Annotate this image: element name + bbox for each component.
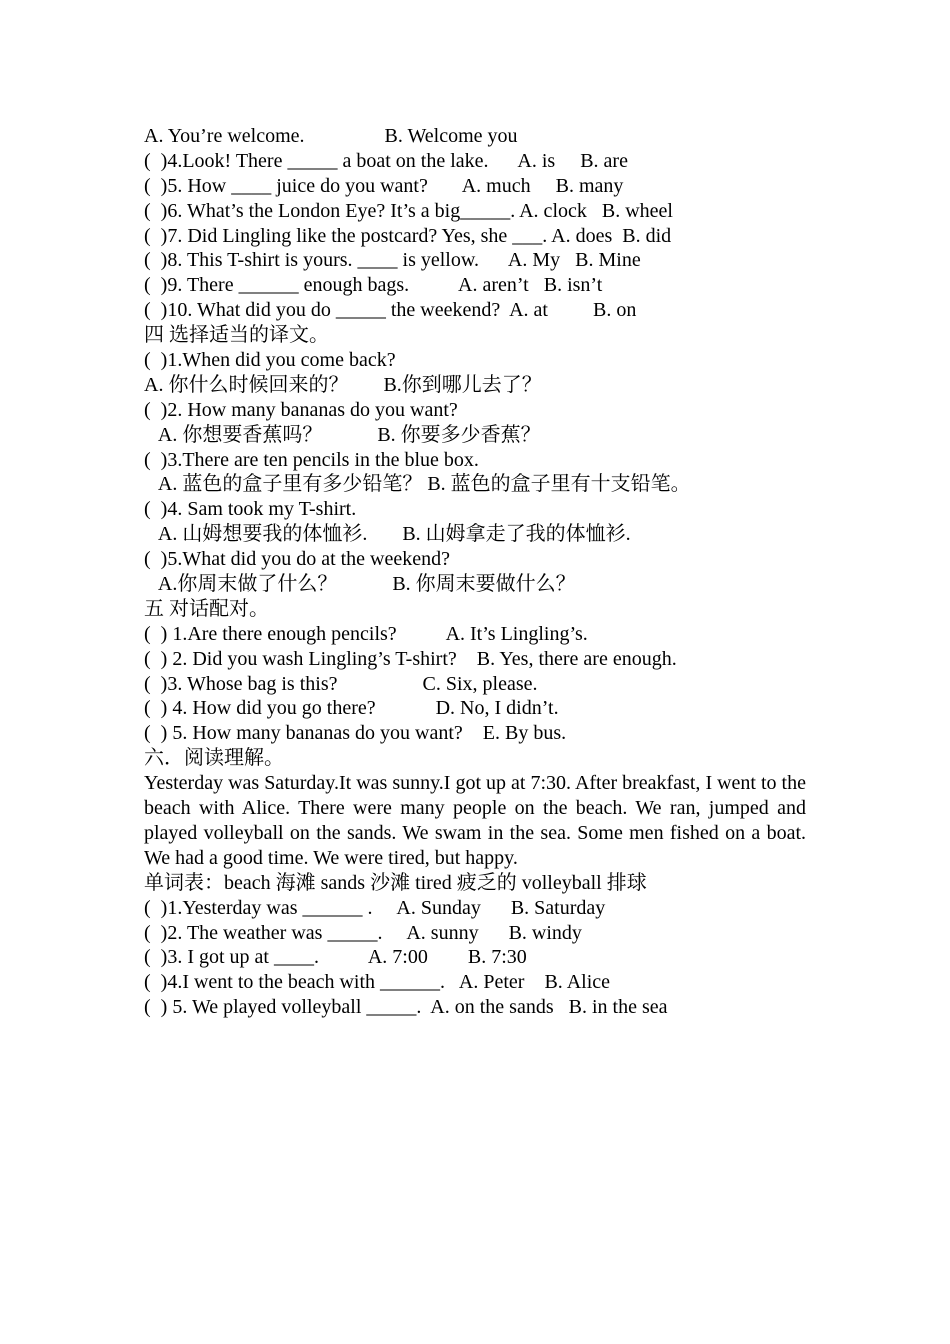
question-line: ( )2. How many bananas do you want? xyxy=(144,398,458,421)
option-line: A.你周末做了什么？ B. 你周末要做什么？ xyxy=(144,573,576,596)
match-line: ( ) 5. How many bananas do you want? E. By bus. xyxy=(144,722,567,745)
question-line: ( )5.What did you do at the weekend? xyxy=(144,548,451,571)
vocabulary-list: 单词表：beach 海滩 sands 沙滩 tired 疲乏的 volleyball 排球 xyxy=(144,871,647,894)
question-line: ( )3. I got up at ____. A. 7:00 B. 7:30 xyxy=(144,946,527,969)
section-heading: 五 对话配对。 xyxy=(144,597,269,620)
part4-section xyxy=(144,323,806,597)
question-line: ( )1.Yesterday was ______ . A. Sunday B. Saturday xyxy=(144,896,606,919)
question-line: ( )1.When did you come back? xyxy=(144,349,396,372)
reading-passage: Yesterday was Saturday.It was sunny.I got up at 7:30. After breakfast, I went to the beach with Alice. There were many people on the beach. We ran, jumped and played volleyball on the sands. We swam in the sea. Some men fished on a boat. We had a good time. We were tired, but happy. xyxy=(144,772,806,869)
option-line: A. 蓝色的盒子里有多少铅笔？ B. 蓝色的盒子里有十支铅笔。 xyxy=(144,473,691,496)
match-line: ( )3. Whose bag is this? C. Six, please. xyxy=(144,672,538,695)
part3-section xyxy=(144,124,806,323)
question-line: ( )4. Sam took my T-shirt. xyxy=(144,498,357,521)
question-line: A. You’re welcome. B. Welcome you xyxy=(144,125,518,147)
question-line: ( )7. Did Lingling like the postcard? Yes, she ___. A. does B. did xyxy=(144,224,672,247)
question-line: ( )3.There are ten pencils in the blue box. xyxy=(144,448,479,471)
question-line: ( )9. There ______ enough bags. A. aren’t B. isn’t xyxy=(144,274,603,297)
question-line: ( )8. This T-shirt is yours. ____ is yellow. A. My B. Mine xyxy=(144,249,641,272)
section-heading: 六．阅读理解。 xyxy=(144,747,284,770)
question-line: ( )6. What’s the London Eye? It’s a big_____. A. clock B. wheel xyxy=(144,199,673,222)
match-line: ( ) 2. Did you wash Lingling’s T-shirt? B. Yes, there are enough. xyxy=(144,647,677,670)
match-line: ( ) 1.Are there enough pencils? A. It’s Lingling’s. xyxy=(144,622,588,645)
question-line: ( )2. The weather was _____. A. sunny B. windy xyxy=(144,921,582,944)
match-line: ( ) 4. How did you go there? D. No, I didn’t. xyxy=(144,697,559,720)
option-line: A. 你想要香蕉吗？ B. 你要多少香蕉？ xyxy=(144,423,541,446)
question-line: ( )4.I went to the beach with ______. A. Peter B. Alice xyxy=(144,971,611,994)
question-line: ( )5. How ____ juice do you want? A. much B. many xyxy=(144,174,624,197)
question-line: ( )10. What did you do _____ the weekend? A. at B. on xyxy=(144,299,637,322)
part6-section xyxy=(144,746,806,1020)
question-line: ( )4.Look! There _____ a boat on the lake. A. is B. are xyxy=(144,149,628,172)
section-heading: 四 选择适当的译文。 xyxy=(144,324,329,347)
option-line: A. 山姆想要我的体恤衫. B. 山姆拿走了我的体恤衫. xyxy=(144,523,631,546)
part5-section xyxy=(144,597,806,746)
option-line: A. 你什么时候回来的？ B.你到哪儿去了？ xyxy=(144,373,542,396)
worksheet-page xyxy=(144,124,806,1020)
question-line: ( ) 5. We played volleyball _____. A. on the sands B. in the sea xyxy=(144,996,668,1019)
